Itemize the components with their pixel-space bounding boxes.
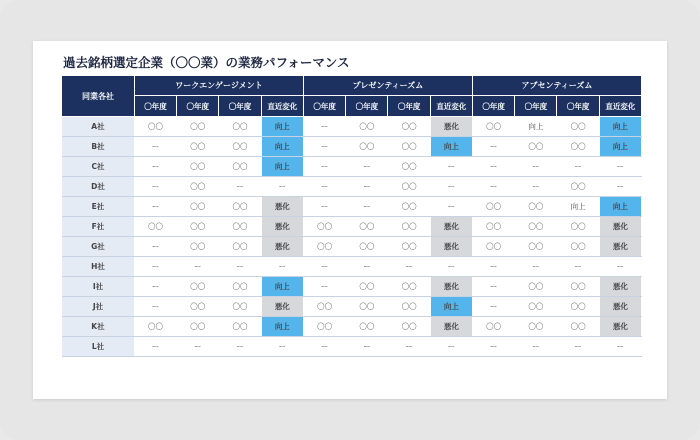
change-cell: ー — [261, 177, 303, 197]
sub-header-year: 〇年度 — [472, 96, 514, 117]
value-cell: ー — [134, 277, 176, 297]
value-cell: ー — [472, 297, 514, 317]
value-cell: 〇〇 — [219, 137, 261, 157]
sub-header-year: 〇年度 — [177, 96, 219, 117]
change-cell: 悪化 — [261, 297, 303, 317]
value-cell: 〇〇 — [515, 297, 557, 317]
table-row — [62, 157, 642, 177]
change-cell: 向上 — [430, 297, 472, 317]
change-cell: 向上 — [261, 137, 303, 157]
value-cell: 〇〇 — [134, 117, 176, 137]
company-name: D社 — [62, 177, 134, 197]
change-cell: 悪化 — [261, 197, 303, 217]
value-cell: 〇〇 — [219, 297, 261, 317]
change-cell: 悪化 — [430, 237, 472, 257]
performance-table — [62, 76, 642, 357]
value-cell: 〇〇 — [472, 317, 514, 337]
group-header-absenteeism: アブセンティーズム — [472, 76, 641, 96]
value-cell: ー — [388, 337, 430, 357]
change-cell: ー — [261, 337, 303, 357]
value-cell: 〇〇 — [388, 197, 430, 217]
value-cell: ー — [346, 157, 388, 177]
company-name: J社 — [62, 297, 134, 317]
group-header-work-engagement: ワークエンゲージメント — [134, 76, 303, 96]
change-cell: 悪化 — [599, 217, 641, 237]
sub-header-year: 〇年度 — [219, 96, 261, 117]
value-cell: 〇〇 — [557, 237, 599, 257]
value-cell: 〇〇 — [219, 217, 261, 237]
value-cell: ー — [472, 277, 514, 297]
value-cell: ー — [303, 337, 345, 357]
value-cell: 〇〇 — [303, 297, 345, 317]
value-cell: 〇〇 — [515, 217, 557, 237]
value-cell: ー — [388, 257, 430, 277]
table-body — [62, 117, 642, 357]
change-cell: ー — [430, 257, 472, 277]
value-cell: 〇〇 — [388, 237, 430, 257]
value-cell: 〇〇 — [177, 297, 219, 317]
value-cell: 〇〇 — [346, 217, 388, 237]
company-name: A社 — [62, 117, 134, 137]
value-cell: 〇〇 — [346, 117, 388, 137]
value-cell: 〇〇 — [346, 277, 388, 297]
value-cell: ー — [134, 197, 176, 217]
change-cell: 向上 — [261, 157, 303, 177]
table-row — [62, 137, 642, 157]
company-name: H社 — [62, 257, 134, 277]
value-cell: ー — [346, 257, 388, 277]
value-cell: ー — [219, 177, 261, 197]
value-cell: 〇〇 — [472, 237, 514, 257]
value-cell: 〇〇 — [515, 277, 557, 297]
value-cell: 〇〇 — [177, 117, 219, 137]
change-cell: 向上 — [430, 137, 472, 157]
value-cell: ー — [219, 257, 261, 277]
sub-header-change: 直近変化 — [599, 96, 641, 117]
value-cell: 向上 — [515, 117, 557, 137]
value-cell: ー — [346, 197, 388, 217]
value-cell: 〇〇 — [177, 237, 219, 257]
value-cell: 〇〇 — [515, 237, 557, 257]
change-cell: ー — [599, 177, 641, 197]
change-cell: ー — [430, 337, 472, 357]
table-row — [62, 197, 642, 217]
value-cell: 〇〇 — [134, 217, 176, 237]
value-cell: ー — [303, 177, 345, 197]
table-row — [62, 217, 642, 237]
value-cell: 〇〇 — [177, 157, 219, 177]
value-cell: ー — [346, 337, 388, 357]
change-cell: 悪化 — [599, 297, 641, 317]
value-cell: 〇〇 — [219, 237, 261, 257]
value-cell: ー — [134, 237, 176, 257]
value-cell: ー — [557, 157, 599, 177]
change-cell: ー — [261, 257, 303, 277]
value-cell: ー — [303, 117, 345, 137]
value-cell: ー — [472, 177, 514, 197]
table-row — [62, 257, 642, 277]
change-cell: ー — [430, 177, 472, 197]
value-cell: 〇〇 — [346, 137, 388, 157]
slide-card — [33, 41, 667, 399]
value-cell: 〇〇 — [303, 317, 345, 337]
value-cell: 〇〇 — [557, 177, 599, 197]
company-name: I社 — [62, 277, 134, 297]
company-name: E社 — [62, 197, 134, 217]
value-cell: ー — [134, 157, 176, 177]
corner-header: 同業各社 — [62, 76, 134, 117]
value-cell: 〇〇 — [177, 197, 219, 217]
value-cell: 〇〇 — [557, 297, 599, 317]
value-cell: 〇〇 — [515, 137, 557, 157]
value-cell: ー — [472, 257, 514, 277]
value-cell: ー — [303, 277, 345, 297]
value-cell: ー — [303, 157, 345, 177]
value-cell: 〇〇 — [303, 237, 345, 257]
change-cell: 悪化 — [261, 217, 303, 237]
value-cell: 〇〇 — [388, 317, 430, 337]
value-cell: ー — [134, 257, 176, 277]
change-cell: 向上 — [261, 117, 303, 137]
value-cell: 〇〇 — [515, 197, 557, 217]
value-cell: ー — [557, 257, 599, 277]
value-cell: 〇〇 — [177, 137, 219, 157]
value-cell: 〇〇 — [557, 277, 599, 297]
value-cell: 〇〇 — [472, 117, 514, 137]
value-cell: ー — [557, 337, 599, 357]
change-cell: 悪化 — [430, 277, 472, 297]
value-cell: 〇〇 — [472, 217, 514, 237]
value-cell: 〇〇 — [557, 217, 599, 237]
value-cell: 〇〇 — [557, 137, 599, 157]
value-cell: ー — [346, 177, 388, 197]
value-cell: ー — [303, 137, 345, 157]
table-row — [62, 317, 642, 337]
value-cell: 〇〇 — [177, 177, 219, 197]
value-cell: 向上 — [557, 197, 599, 217]
value-cell: ー — [134, 337, 176, 357]
value-cell: 〇〇 — [557, 117, 599, 137]
table-row — [62, 237, 642, 257]
table-row — [62, 297, 642, 317]
sub-header-year: 〇年度 — [557, 96, 599, 117]
value-cell: ー — [303, 257, 345, 277]
value-cell: ー — [134, 297, 176, 317]
value-cell: ー — [515, 177, 557, 197]
value-cell: 〇〇 — [219, 157, 261, 177]
value-cell: 〇〇 — [219, 317, 261, 337]
company-name: C社 — [62, 157, 134, 177]
value-cell: 〇〇 — [388, 277, 430, 297]
sub-header-year: 〇年度 — [134, 96, 176, 117]
table-row — [62, 117, 642, 137]
value-cell: 〇〇 — [388, 297, 430, 317]
change-cell: 悪化 — [599, 237, 641, 257]
value-cell: 〇〇 — [388, 137, 430, 157]
value-cell: 〇〇 — [219, 277, 261, 297]
change-cell: ー — [430, 197, 472, 217]
company-name: L社 — [62, 337, 134, 357]
value-cell: ー — [472, 137, 514, 157]
value-cell: 〇〇 — [557, 317, 599, 337]
value-cell: ー — [515, 157, 557, 177]
change-cell: 向上 — [599, 197, 641, 217]
value-cell: 〇〇 — [515, 317, 557, 337]
value-cell: 〇〇 — [177, 217, 219, 237]
sub-header-year: 〇年度 — [303, 96, 345, 117]
value-cell: ー — [303, 197, 345, 217]
change-cell: 悪化 — [261, 237, 303, 257]
value-cell: ー — [177, 337, 219, 357]
value-cell: 〇〇 — [388, 217, 430, 237]
sub-header-year: 〇年度 — [388, 96, 430, 117]
company-name: G社 — [62, 237, 134, 257]
change-cell: ー — [599, 257, 641, 277]
change-cell: ー — [599, 157, 641, 177]
value-cell: 〇〇 — [346, 297, 388, 317]
value-cell: ー — [134, 137, 176, 157]
value-cell: ー — [134, 177, 176, 197]
change-cell: 悪化 — [599, 317, 641, 337]
sub-header-change: 直近変化 — [261, 96, 303, 117]
group-header-presenteeism: プレゼンティーズム — [303, 76, 472, 96]
value-cell: 〇〇 — [219, 197, 261, 217]
value-cell: 〇〇 — [134, 317, 176, 337]
change-cell: 悪化 — [430, 117, 472, 137]
sub-header-year: 〇年度 — [346, 96, 388, 117]
change-cell: 向上 — [599, 117, 641, 137]
change-cell: 悪化 — [430, 317, 472, 337]
sub-header-year: 〇年度 — [515, 96, 557, 117]
value-cell: 〇〇 — [303, 217, 345, 237]
value-cell: ー — [472, 337, 514, 357]
value-cell: ー — [177, 257, 219, 277]
value-cell: 〇〇 — [346, 237, 388, 257]
change-cell: 悪化 — [599, 277, 641, 297]
value-cell: ー — [515, 257, 557, 277]
sub-header-row — [62, 96, 642, 117]
value-cell: 〇〇 — [177, 277, 219, 297]
value-cell: 〇〇 — [388, 157, 430, 177]
value-cell: ー — [472, 157, 514, 177]
company-name: K社 — [62, 317, 134, 337]
value-cell: 〇〇 — [388, 177, 430, 197]
value-cell: ー — [219, 337, 261, 357]
value-cell: 〇〇 — [177, 317, 219, 337]
value-cell: 〇〇 — [346, 317, 388, 337]
sub-header-change: 直近変化 — [430, 96, 472, 117]
value-cell: 〇〇 — [219, 117, 261, 137]
page-title: 過去銘柄選定企業（〇〇業）の業務パフォーマンス — [63, 55, 350, 70]
table-row — [62, 177, 642, 197]
change-cell: ー — [430, 157, 472, 177]
change-cell: 悪化 — [430, 217, 472, 237]
value-cell: 〇〇 — [388, 117, 430, 137]
value-cell: ー — [515, 337, 557, 357]
change-cell: 向上 — [599, 137, 641, 157]
company-name: F社 — [62, 217, 134, 237]
table-row — [62, 337, 642, 357]
change-cell: ー — [599, 337, 641, 357]
change-cell: 向上 — [261, 317, 303, 337]
company-name: B社 — [62, 137, 134, 157]
change-cell: 向上 — [261, 277, 303, 297]
group-header-row — [62, 76, 642, 96]
value-cell: 〇〇 — [472, 197, 514, 217]
table-row — [62, 277, 642, 297]
